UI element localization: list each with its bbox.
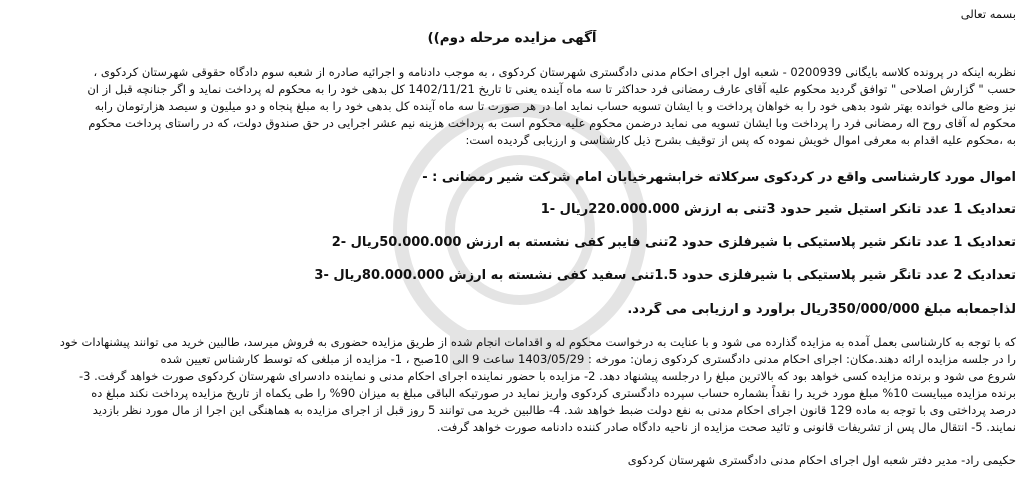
intro-line-5: به ،محکوم علیه اقدام به معرفی اموال خویش نموده که پس از توقیف بشرح ذیل کارشناسی و ارزیابی گردیده است: (465, 133, 1016, 147)
notice-title: آگهی مزایده مرحله دوم)) (427, 30, 597, 46)
invocation: بسمه تعالی (960, 7, 1016, 21)
intro-line-2: حسب " گزارش اصلاحی " توافق گردید محکوم علیه آقای عارف رمضانی فرد حداکثر تا سه ماه آینده یعنی تا تاریخ 1402/11/21 کل بدهی خود را به محکوم له پرداخت نماید و اگر جنانچه قبل از ان (87, 82, 1016, 96)
terms-line-5: درصد پرداختی وی با توجه به ماده 129 قانون اجرای احکام مدنی به نفع دولت ضبط خواهد شد. 4- طالبین خرید می توانند 5 روز قبل از اجرای مزایده به هماهنگی این اجرا از مال مورد نظر بازدید (92, 403, 1016, 417)
intro-line-4: محکوم له آقای روح اله رمضانی فرد را پرداخت وبا ایشان تسویه می نماید درضمن محکوم علیه محکوم است به پرداخت هزینه نیم عشر اجرایی در حق صندوق دولت، که در راستای پرداخت محکوم (88, 116, 1016, 130)
asset-item-2: تعدادیک 1 عدد تانکر شیر پلاستیکی با شیرفلزی حدود 2تنی فایبر کفی نشسته به ارزش 50.000.000ریال -2 (331, 235, 1016, 250)
asset-item-1: تعدادیک 1 عدد تانکر استیل شیر حدود 3تنی به ارزش 220.000.000ریال -1 (540, 202, 1016, 217)
terms-line-2: را در جلسه مزایده ارائه دهند.مکان: اجرای احکام مدنی دادگستری کردکوی زمان: مورخه : 1403/05/29 ساعت 9 الی 10صبح ، 1- مزایده از مبلغی که توسط کارشناس تعیین شده (160, 352, 1016, 366)
terms-line-6: نمایند. 5- انتقال مال پس از تشریفات قانونی و تائید صحت مزایده از ناحیه دادگاه صادر کننده دادنامه صورت خواهد گرفت. (436, 420, 1016, 434)
terms-line-4: برنده مزایده میبایست 10% مبلغ مورد خرید را نقداً بشماره حساب سپرده دادگستری کردکوی واریز نماید در صورتیکه الباقی مبلغ به میزان 90% را طی یکماه از تاریخ مزایده پرداخت نکند مبلغ ده (91, 386, 1016, 400)
terms-line-1: که با توجه به کارشناسی بعمل آمده به مزایده گذارده می شود و با عنایت به درخواست محکوم له و اقدامات انجام شده از طریق مزایده حضوری به فروش میرسد، طالبین خرید می توانند پیشنهادات خود (59, 335, 1016, 349)
total-valuation: لذاجمعاًبه مبلغ 350/000/000ریال برآورد و ارزیابی می گردد. (627, 302, 1016, 317)
asset-item-3: تعدادیک 2 عدد تانگر شیر پلاستیکی با شیرفلزی حدود 1.5تنی سفید کفی نشسته به ارزش 80.000.000ریال -3 (314, 268, 1016, 283)
signature: حکیمی راد- مدیر دفتر شعبه اول اجرای احکام مدنی دادگستری شهرستان کردکوی (627, 453, 1016, 467)
intro-line-1: نظربه اینکه در پرونده کلاسه بایگانی 0200939 - شعبه اول اجرای احکام مدنی دادگستری شهرستان کردکوی ، به موجب دادنامه و اجرائیه صادره از شعبه سوم دادگاه حقوقی شهرستان کردکوی ، (93, 65, 1016, 79)
terms-line-3: شروع می شود و برنده مزایده کسی خواهد بود که بالاترین مبلغ را درجلسه پیشنهاد دهد. 2- مزایده با حضور نماینده اجرای احکام مدنی و نماینده دادسرای شهرستان کردکوی صورت خواهد گرفت. 3- (78, 369, 1016, 383)
intro-line-3: نیز وضع مالی خوانده بهتر شود بدهی خود را به خواهان پرداخت و با ایشان تسویه حساب نماید اما در هر صورت تا سه ماه آینده کل بدهی خود را به مبلغ پنجاه و دو میلیون و سیصد هزارتومان رابه (94, 99, 1016, 113)
assets-heading: اموال مورد کارشناسی واقع در کردکوی سرکلاته خرابشهرخیابان امام شرکت شیر رمضانی : - (422, 170, 1016, 185)
